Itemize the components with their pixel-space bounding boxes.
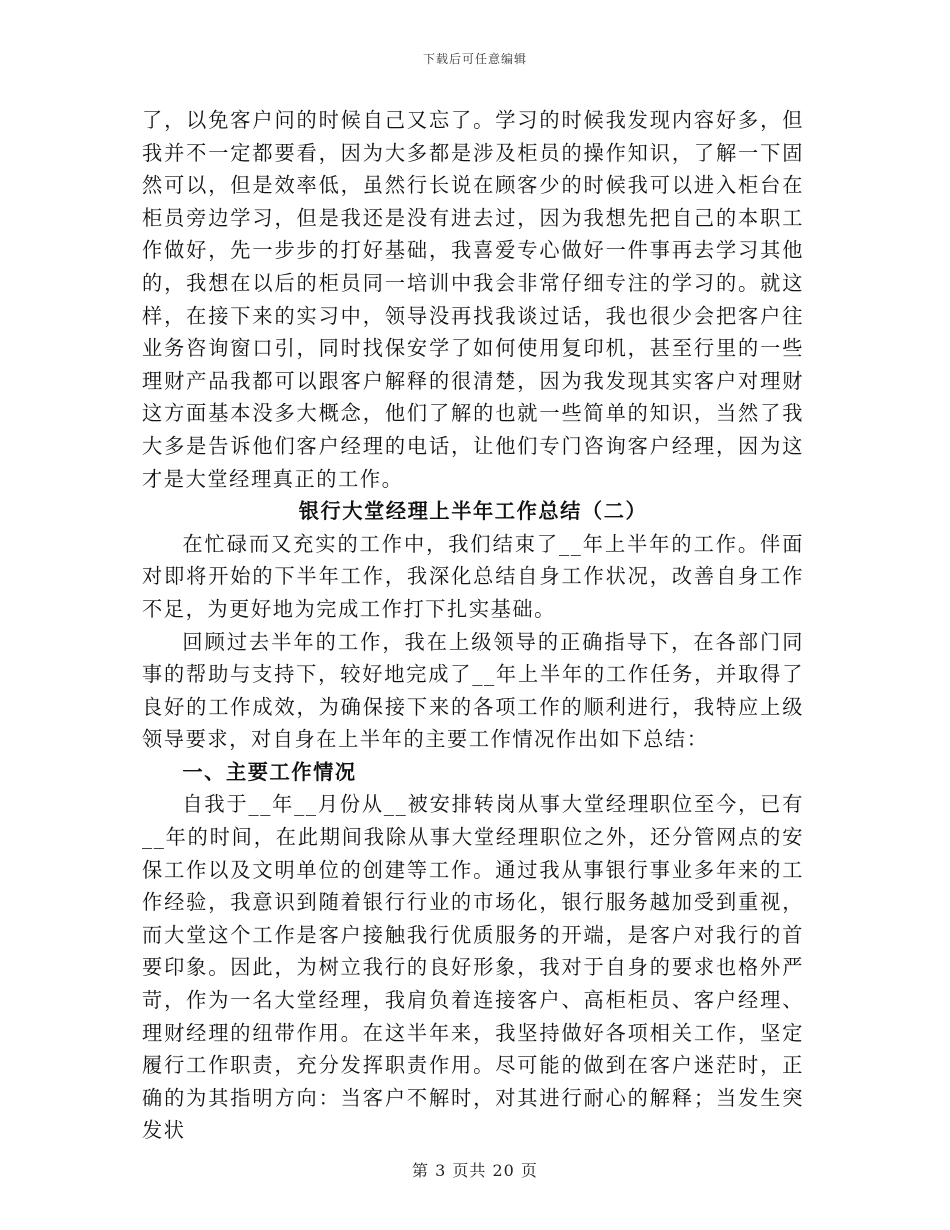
paragraph-main-work: 自我于__年__月份从__被安排转岗从事大堂经理职位至今，已有__年的时间，在此期间我除从事大堂经理职位之外，还分管网点的安保工作以及文明单位的创建等工作。通过我从事银行事业多年来的工作经验，我意识到随着银行行业的市场化，银行服务越加受到重视，而大堂这个工作是客户接触我行优质服务的开端，是客户对我行的首要印象。因此，为树立我行的良好形象，我对于自身的要求也格外严苛，作为一名大堂经理，我肩负着连接客户、高柜柜员、客户经理、理财经理的纽带作用。在这半年来，我坚持做好各项相关工作，坚定履行工作职责，充分发挥职责作用。尽可能的做到在客户迷茫时，正确的为其指明方向：当客户不解时，对其进行耐心的解释；当发生突发状	[142, 792, 804, 1143]
document-body	[142, 104, 804, 1147]
paragraph-continued: 了，以免客户问的时候自己又忘了。学习的时候我发现内容好多，但我并不一定都要看，因为大多都是涉及柜员的操作知识，了解一下固然可以，但是效率低，虽然行长说在顾客少的时候我可以进入柜台在柜员旁边学习，但是我还是没有进去过，因为我想先把自己的本职工作做好，先一步步的打好基础，我喜爱专心做好一件事再去学习其他的，我想在以后的柜员同一培训中我会非常仔细专注的学习的。就这样，在接下来的实习中，领导没再找我谈过话，我也很少会把客户往业务咨询窗口引，同时找保安学了如何使用复印机，甚至行里的一些理财产品我都可以跟客户解释的很清楚，因为我发现其实客户对理财这方面基本没多大概念，他们了解的也就一些简单的知识，当然了我大多是告诉他们客户经理的电话，让他们专门咨询客户经理，因为这才是大堂经理真正的工作。	[142, 108, 804, 491]
section-title: 银行大堂经理上半年工作总结（二）	[298, 499, 648, 524]
paragraph-review: 回顾过去半年的工作，我在上级领导的正确指导下，在各部门同事的帮助与支持下，较好地完成了__年上半年的工作任务，并取得了良好的工作成效，为确保接下来的各项工作的顺利进行，我特应上级领导要求，对自身在上半年的主要工作情况作出如下总结：	[142, 629, 804, 752]
paragraph-intro: 在忙碌而又充实的工作中，我们结束了__年上半年的工作。伴面对即将开始的下半年工作，我深化总结自身工作状况，改善自身工作不足，为更好地为完成工作打下扎实基础。	[142, 531, 804, 621]
page-header: 下载后可任意编辑	[422, 52, 527, 66]
page-footer: 第 3 页共 20 页	[412, 1161, 538, 1180]
subsection-heading: 一、主要工作情况	[182, 759, 357, 784]
